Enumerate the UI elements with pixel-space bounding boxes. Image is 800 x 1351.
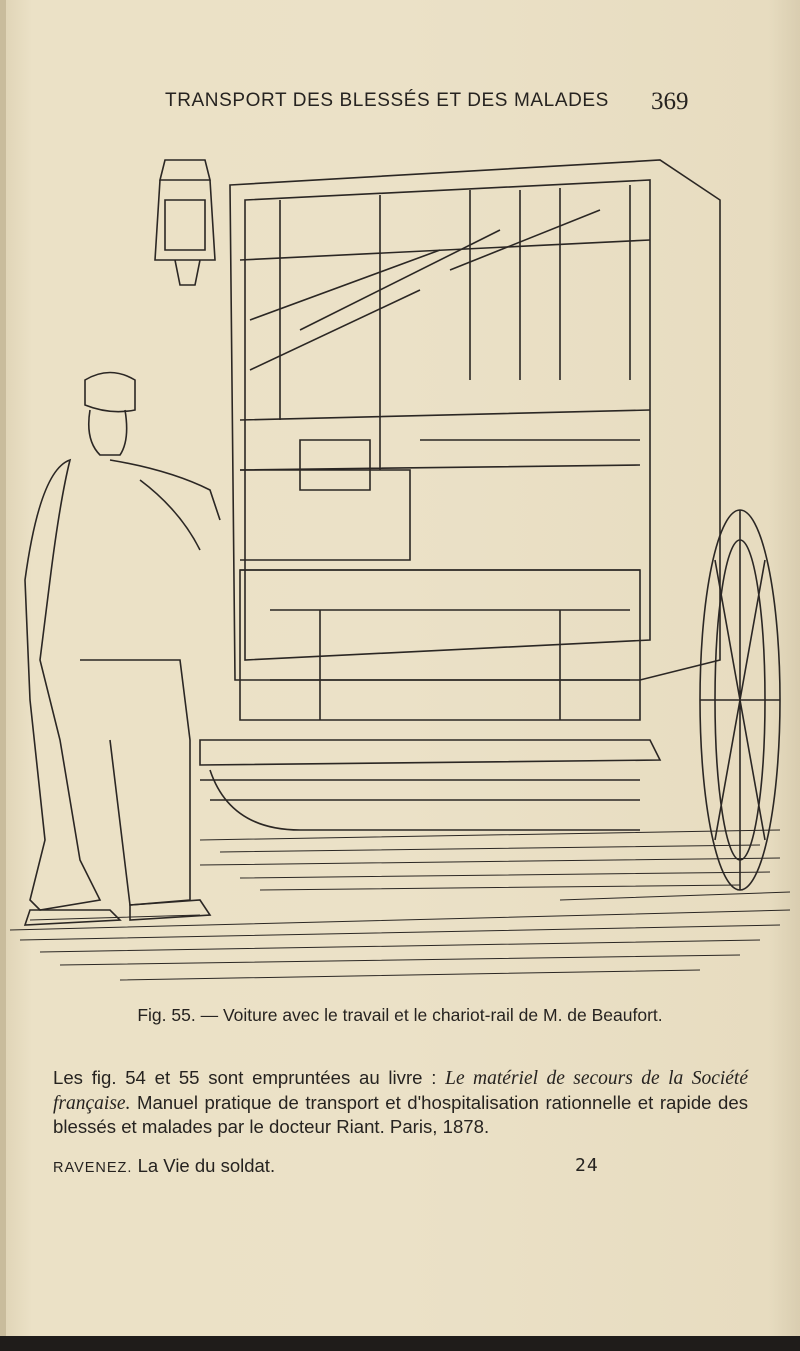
wagon-body xyxy=(230,160,720,720)
figure-illustration xyxy=(0,140,800,990)
signature-mark: 24 xyxy=(575,1155,599,1176)
body-text-italic-title: Le matériel de secours de la Société française. xyxy=(53,1068,749,1114)
body-text-part1: Les fig. 54 et 55 sont empruntées au livre : xyxy=(53,1067,446,1088)
undercarriage xyxy=(200,740,660,830)
body-paragraph xyxy=(53,1066,748,1139)
running-header xyxy=(165,88,689,122)
lantern xyxy=(155,160,215,285)
author-name: RAVENEZ. xyxy=(53,1160,133,1176)
running-title: TRANSPORT DES BLESSÉS ET DES MALADES xyxy=(165,90,609,111)
wagon-wheel xyxy=(700,510,780,890)
figure-caption-text: — Voiture avec le travail et le chariot-rail de M. de Beaufort. xyxy=(200,1005,663,1025)
scan-bottom-edge xyxy=(0,1336,800,1351)
body-text-part2: Manuel pratique de transport et d'hospitalisation rationnelle et rapide des blessés et malades par le docteur Riant. Paris, 1878. xyxy=(53,1091,748,1137)
figure-caption xyxy=(130,1005,670,1026)
book-title: La Vie du soldat. xyxy=(137,1155,276,1176)
attendant-figure xyxy=(25,373,220,926)
ground-hatching xyxy=(10,830,790,980)
figure-label: Fig. 55. xyxy=(137,1005,196,1025)
ambulance-wagon-illustration xyxy=(0,140,800,990)
signature-line xyxy=(53,1155,673,1181)
page-number: 369 xyxy=(651,88,689,115)
